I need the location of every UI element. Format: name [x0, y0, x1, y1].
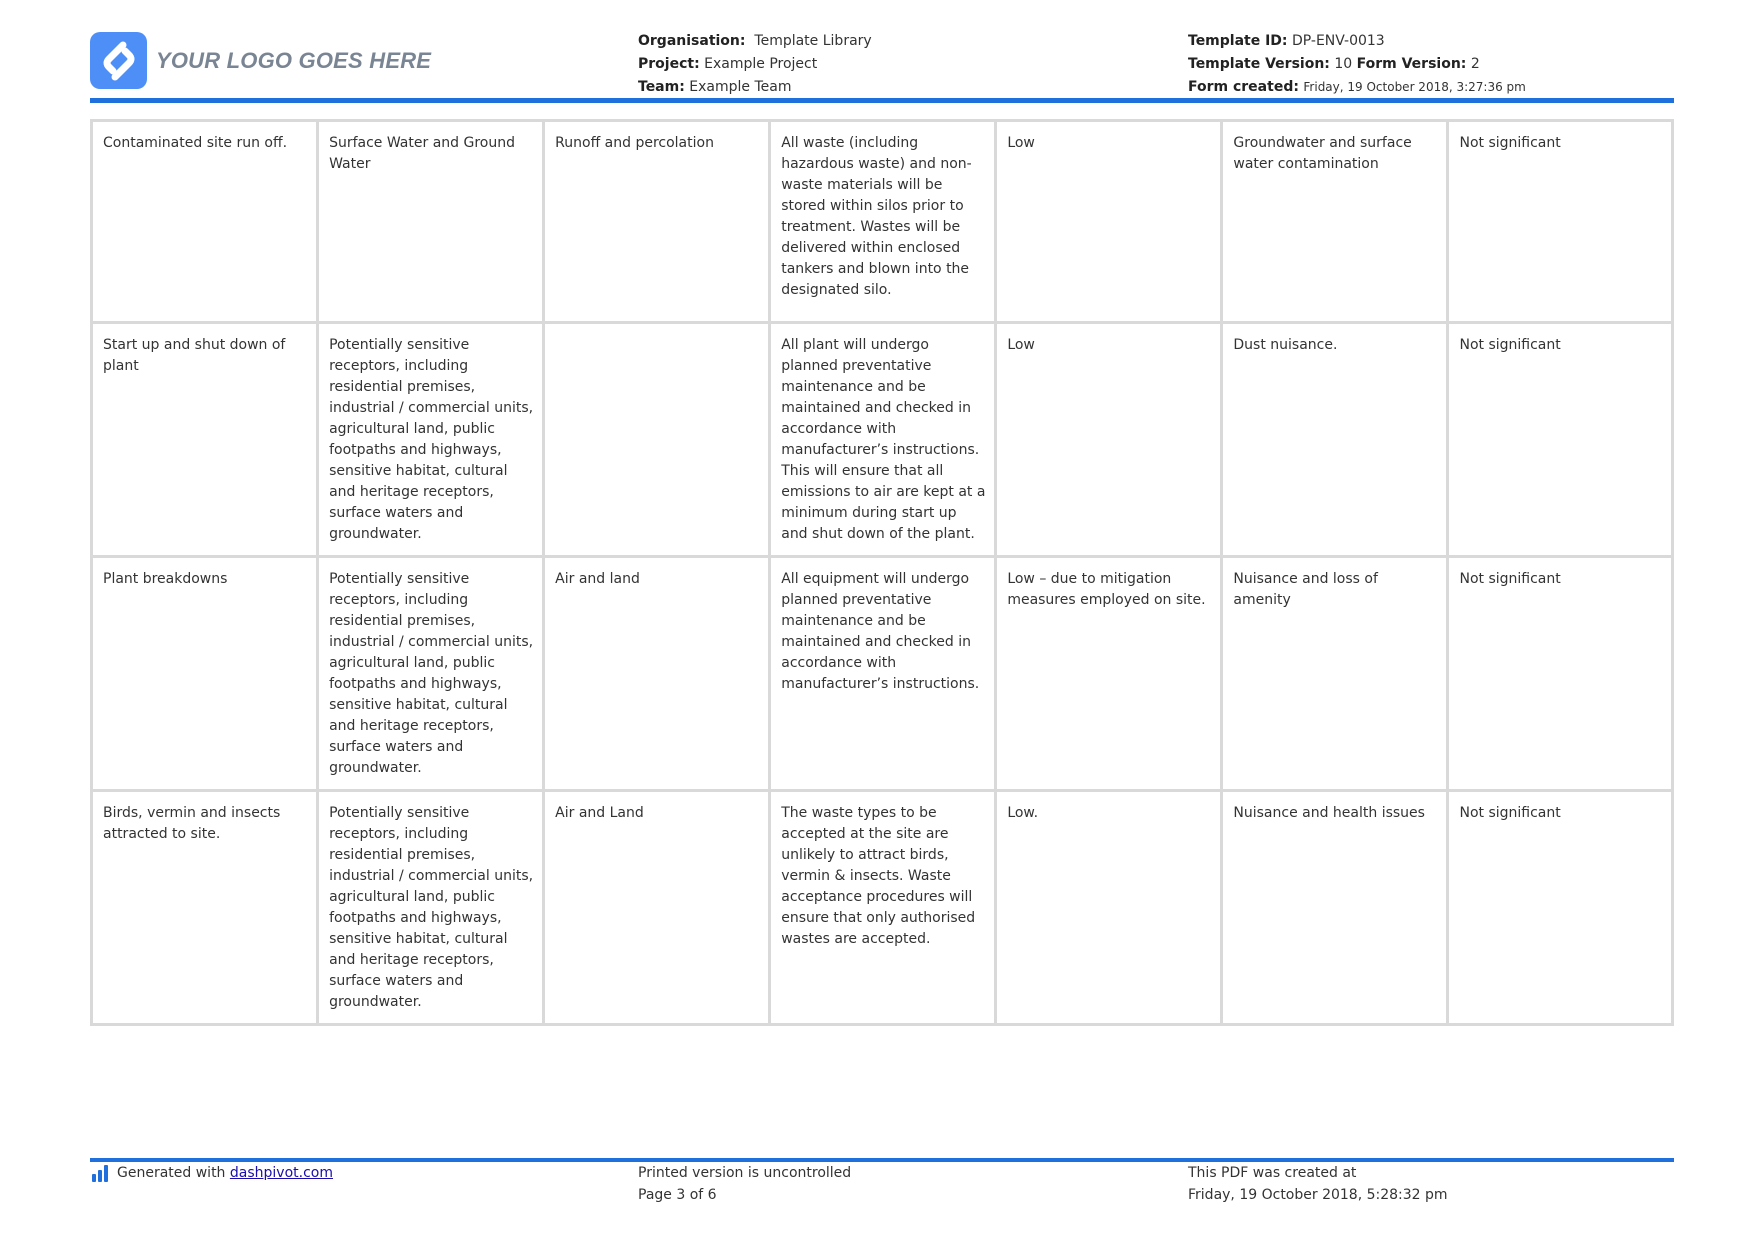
template-id-line [1188, 30, 1526, 53]
organisation-label: Organisation: [638, 33, 746, 49]
form-created-line [1188, 76, 1526, 99]
page-header [90, 26, 1674, 100]
table-cell: Potentially sensitive receptors, including residential premises, industrial / commercial units, agricultural land, public footpaths and highways, sensitive habitat, cultural and heritage receptors, surface waters and groundwater. [319, 792, 542, 1023]
page-number: Page 3 of 6 [638, 1187, 717, 1203]
form-version-label: Form Version: [1356, 56, 1467, 72]
project-value: Example Project [704, 56, 818, 72]
table-cell: Contaminated site run off. [93, 122, 316, 321]
table-cell: Low. [997, 792, 1220, 1023]
table-cell: Low – due to mitigation measures employed on site. [997, 558, 1220, 789]
table-cell: Air and Land [545, 792, 768, 1023]
team-value: Example Team [689, 79, 792, 95]
table-cell: Not significant [1449, 558, 1671, 789]
table-cell: All equipment will undergo planned preventative maintenance and be maintained and checked in accordance with manufacturer’s instructions. [771, 558, 994, 789]
form-version-value: 2 [1470, 56, 1480, 72]
organisation-value: Template Library [754, 33, 872, 49]
uncontrolled-notice: Printed version is uncontrolled [638, 1165, 852, 1181]
template-id-value: DP-ENV-0013 [1291, 33, 1385, 49]
table-cell: Birds, vermin and insects attracted to site. [93, 792, 316, 1023]
company-logo [90, 32, 431, 89]
table-row [93, 324, 1671, 555]
form-created-label: Form created: [1188, 79, 1299, 95]
table-cell: Not significant [1449, 122, 1671, 321]
table-cell: Nuisance and health issues [1223, 792, 1446, 1023]
header-divider [90, 98, 1674, 103]
table-cell: Start up and shut down of plant [93, 324, 316, 555]
form-created-value: Friday, 19 October 2018, 3:27:36 pm [1303, 80, 1526, 94]
template-version-label: Template Version: [1188, 56, 1330, 72]
project-label: Project: [638, 56, 700, 72]
logo-icon [90, 32, 147, 89]
footer-created-info [1188, 1162, 1448, 1206]
table-cell: The waste types to be accepted at the site are unlikely to attract birds, vermin & insects. Waste acceptance procedures will ensure that only authorised wastes are accepted. [771, 792, 994, 1023]
table-cell: Surface Water and Ground Water [319, 122, 542, 321]
table-cell: Groundwater and surface water contamination [1223, 122, 1446, 321]
project-line [638, 53, 872, 76]
header-meta-template [1188, 30, 1526, 99]
generated-prefix: Generated with [117, 1165, 226, 1181]
table-row [93, 122, 1671, 321]
team-label: Team: [638, 79, 685, 95]
table-row [93, 558, 1671, 789]
risk-table [90, 119, 1674, 1026]
table-cell: Not significant [1449, 324, 1671, 555]
table-cell: Air and land [545, 558, 768, 789]
footer-generated [92, 1162, 333, 1184]
table-cell: Potentially sensitive receptors, including residential premises, industrial / commercial units, agricultural land, public footpaths and highways, sensitive habitat, cultural and heritage receptors, surface waters and groundwater. [319, 558, 542, 789]
table-cell: All waste (including hazardous waste) and non-waste materials will be stored within silos prior to treatment. Wastes will be delivered within enclosed tankers and blown into the designated silo. [771, 122, 994, 321]
template-version-value: 10 [1334, 56, 1353, 72]
dashpivot-icon [92, 1164, 110, 1182]
version-line [1188, 53, 1526, 76]
team-line [638, 76, 872, 99]
table-cell: Not significant [1449, 792, 1671, 1023]
pdf-created-label: This PDF was created at [1188, 1165, 1357, 1181]
table-cell: Nuisance and loss of amenity [1223, 558, 1446, 789]
table-cell: All plant will undergo planned preventative maintenance and be maintained and checked in accordance with manufacturer’s instructions. This will ensure that all emissions to air are kept at a minimum during start up and shut down of the plant. [771, 324, 994, 555]
table-cell: Plant breakdowns [93, 558, 316, 789]
table-cell [545, 324, 768, 555]
table-cell: Low [997, 122, 1220, 321]
table-cell: Low [997, 324, 1220, 555]
table-cell: Dust nuisance. [1223, 324, 1446, 555]
pdf-created-date: Friday, 19 October 2018, 5:28:32 pm [1188, 1187, 1448, 1203]
footer-print-info [638, 1162, 851, 1206]
table-cell: Runoff and percolation [545, 122, 768, 321]
logo-text: YOUR LOGO GOES HERE [156, 47, 432, 73]
template-id-label: Template ID: [1188, 33, 1288, 49]
header-meta-project [638, 30, 872, 99]
dashpivot-link[interactable]: dashpivot.com [229, 1165, 333, 1181]
table-row [93, 792, 1671, 1023]
organisation-line [638, 30, 872, 53]
table-cell: Potentially sensitive receptors, including residential premises, industrial / commercial units, agricultural land, public footpaths and highways, sensitive habitat, cultural and heritage receptors, surface waters and groundwater. [319, 324, 542, 555]
